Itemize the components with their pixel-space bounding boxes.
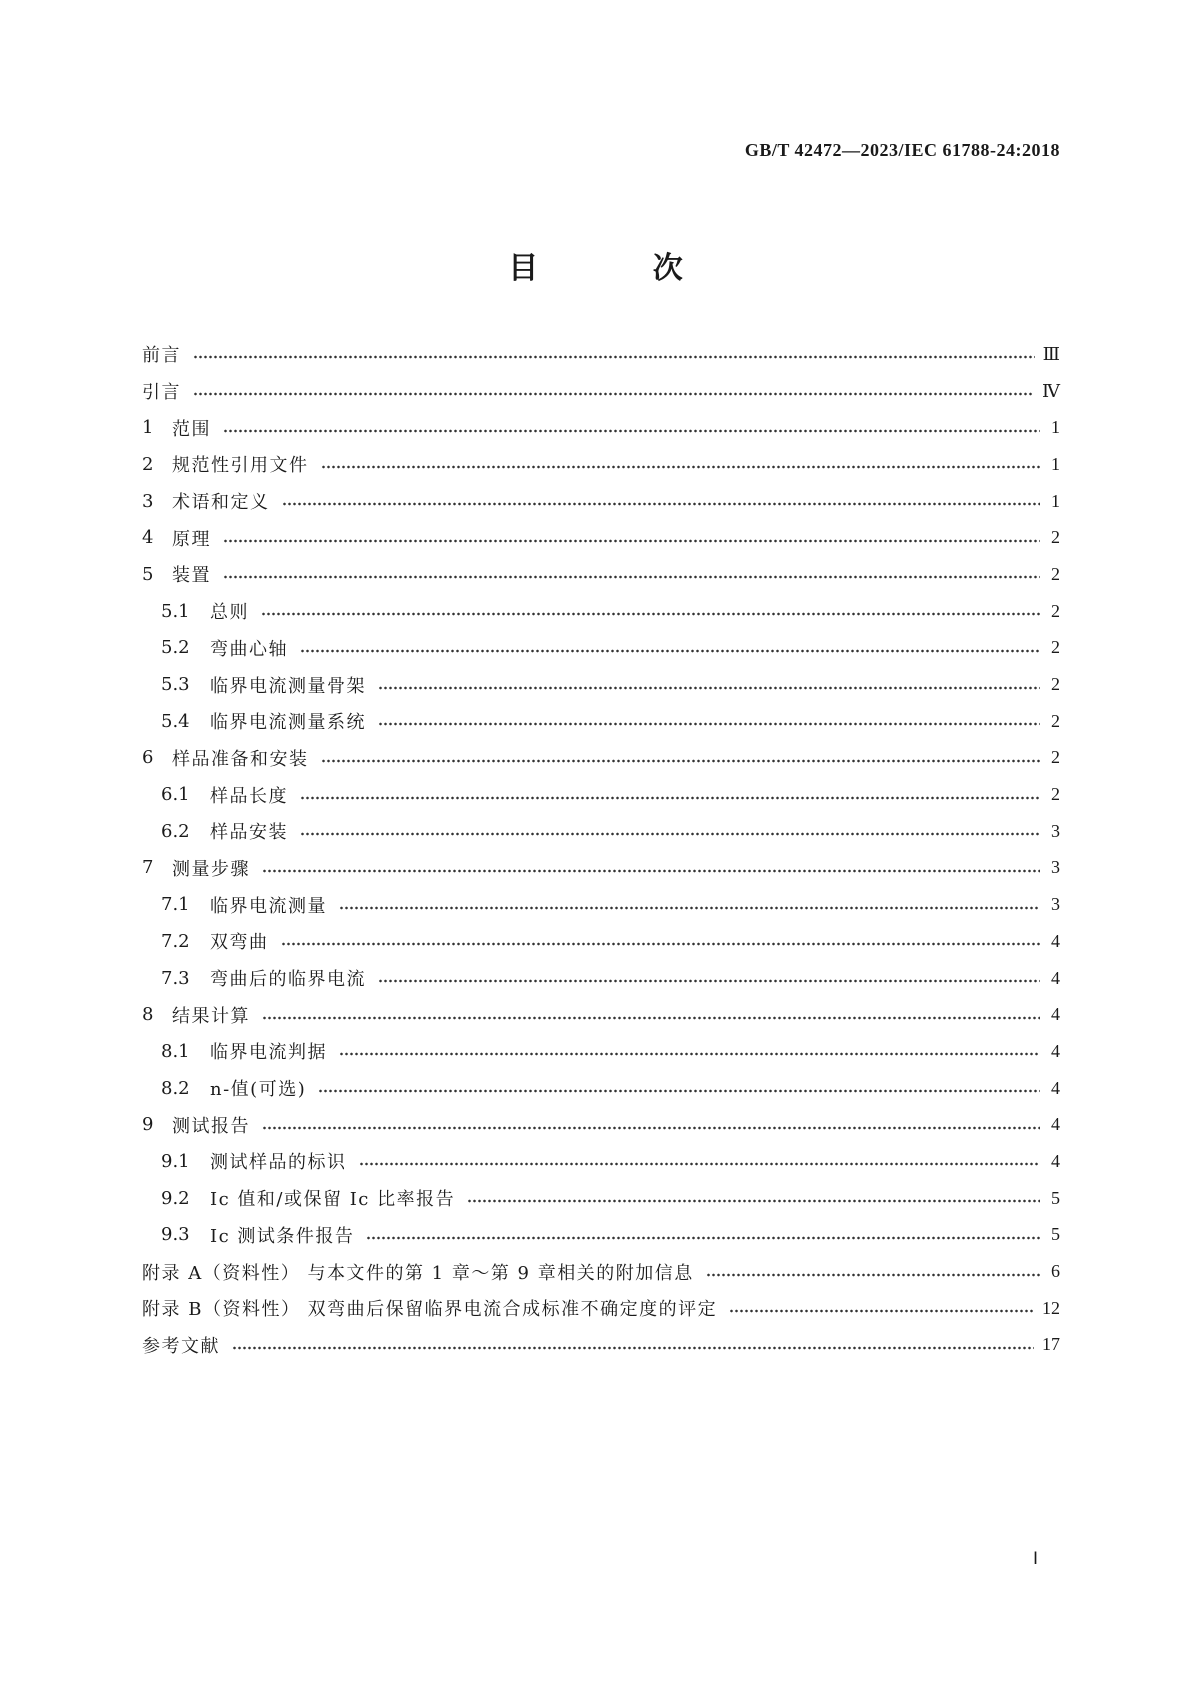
toc-entry-title: 总则 [210, 602, 249, 624]
toc-entry-page: 2 [1051, 637, 1060, 658]
page-number: Ⅰ [1032, 1549, 1038, 1568]
dot-leader [321, 759, 1041, 763]
toc-entry-number: 6.2 [161, 820, 190, 842]
toc-entry-title: 引言 [142, 382, 181, 404]
toc-entry-page: 4 [1051, 1114, 1060, 1135]
toc-entry[interactable] [142, 1327, 1060, 1364]
dot-leader [339, 906, 1040, 910]
toc-entry-title: 弯曲心轴 [210, 638, 288, 660]
toc-entry-number: 8.2 [161, 1077, 190, 1099]
toc-entry-title: Ic 值和/或保留 Ic 比率报告 [210, 1189, 456, 1211]
toc-entry[interactable] [142, 960, 1060, 997]
toc-entry[interactable] [142, 373, 1060, 410]
toc-entry[interactable] [142, 923, 1060, 960]
toc-entry-title: 规范性引用文件 [172, 455, 309, 477]
toc-entry-page: 4 [1051, 1004, 1060, 1025]
dot-leader [193, 392, 1034, 396]
toc-entry-page: 4 [1051, 930, 1060, 951]
toc-entry[interactable] [142, 556, 1060, 593]
toc-entry-page: 4 [1051, 967, 1060, 988]
page-title: 目 次 [508, 251, 735, 286]
toc-entry-title: 临界电流测量 [210, 895, 327, 917]
toc-entry-page: Ⅳ [1042, 380, 1060, 401]
dot-leader [281, 942, 1041, 946]
toc-entry-title: 前言 [142, 345, 181, 367]
dot-leader [223, 575, 1040, 579]
dot-leader [193, 355, 1035, 359]
toc-entry[interactable] [142, 850, 1060, 887]
toc-entry[interactable] [142, 593, 1060, 630]
toc-entry-page: 3 [1051, 894, 1060, 915]
toc-entry-page: 2 [1051, 747, 1060, 768]
dot-leader [366, 1236, 1040, 1240]
toc-entry-number: 1 [142, 417, 154, 439]
standard-code-header [745, 140, 1060, 161]
dot-leader [262, 1126, 1040, 1130]
toc-entry-page: 17 [1042, 1334, 1060, 1355]
toc-entry-number: 4 [142, 527, 154, 549]
toc-entry-page: 12 [1042, 1297, 1060, 1318]
toc-entry-number: 7.2 [161, 930, 190, 952]
toc-entry-number: 6.1 [161, 784, 190, 806]
dot-leader [706, 1273, 1040, 1277]
toc-entry[interactable] [142, 1290, 1060, 1327]
dot-leader [262, 1016, 1040, 1020]
dot-leader [321, 465, 1041, 469]
dot-leader [378, 979, 1040, 983]
toc-entry-page: 2 [1051, 600, 1060, 621]
dot-leader [300, 649, 1040, 653]
toc-entry-page: 1 [1051, 490, 1060, 511]
toc-entry[interactable] [142, 446, 1060, 483]
toc-entry-number: 5.4 [161, 710, 190, 732]
toc-entry-number: 8.1 [161, 1040, 190, 1062]
toc-entry-title: 测量步骤 [172, 858, 250, 880]
toc-entry-number: 5.2 [161, 637, 190, 659]
toc-entry[interactable] [142, 630, 1060, 667]
toc-entry[interactable] [142, 703, 1060, 740]
dot-leader [339, 1052, 1040, 1056]
toc-entry-title: 样品长度 [210, 785, 288, 807]
dot-leader [261, 612, 1040, 616]
toc-entry-title: 附录 A（资料性） 与本文件的第 1 章～第 9 章相关的附加信息 [142, 1262, 694, 1284]
toc-entry-title: 测试报告 [172, 1115, 250, 1137]
toc-entry-title: 术语和定义 [172, 492, 270, 514]
toc-entry[interactable] [142, 483, 1060, 520]
toc-entry-title: 样品准备和安装 [172, 748, 309, 770]
toc-entry-title: 参考文献 [142, 1335, 220, 1357]
toc-entry-page: 4 [1051, 1040, 1060, 1061]
dot-leader [467, 1199, 1040, 1203]
toc-entry-page: 2 [1051, 674, 1060, 695]
toc-entry-title: 结果计算 [172, 1005, 250, 1027]
toc-entry[interactable] [142, 409, 1060, 446]
dot-leader [378, 686, 1040, 690]
toc-entry-title: 测试样品的标识 [210, 1152, 347, 1174]
toc-entry[interactable] [142, 740, 1060, 777]
toc-entry-number: 6 [142, 747, 154, 769]
toc-entry-number: 9.2 [161, 1187, 190, 1209]
toc-entry-page: 4 [1051, 1150, 1060, 1171]
dot-leader [282, 502, 1041, 506]
toc-entry-title: 附录 B（资料性） 双弯曲后保留临界电流合成标准不确定度的评定 [142, 1299, 718, 1321]
toc-entry-page: 2 [1051, 784, 1060, 805]
dot-leader [223, 539, 1040, 543]
toc-entry[interactable] [142, 519, 1060, 556]
toc-entry-number: 3 [142, 490, 154, 512]
toc-entry-page: 1 [1051, 417, 1060, 438]
dot-leader [300, 796, 1040, 800]
toc-entry-page: 5 [1051, 1187, 1060, 1208]
dot-leader [378, 722, 1040, 726]
toc-entry[interactable] [142, 1217, 1060, 1254]
toc-entry[interactable] [142, 1106, 1060, 1143]
toc-entry-page: 2 [1051, 527, 1060, 548]
toc-entry-number: 2 [142, 453, 154, 475]
dot-leader [300, 832, 1040, 836]
toc-entry[interactable] [142, 886, 1060, 923]
dot-leader [729, 1309, 1034, 1313]
toc-entry-number: 5 [142, 563, 154, 585]
toc-entry-number: 5.1 [161, 600, 190, 622]
toc-entry[interactable] [142, 1180, 1060, 1217]
toc-entry-title: 临界电流判据 [210, 1042, 327, 1064]
toc-entry-page: 2 [1051, 563, 1060, 584]
toc-entry-title: 装置 [172, 565, 211, 587]
toc-entry[interactable] [142, 1070, 1060, 1107]
dot-leader [223, 429, 1040, 433]
toc-entry[interactable] [142, 666, 1060, 703]
toc-entry-number: 9 [142, 1114, 154, 1136]
toc-entry[interactable] [142, 1253, 1060, 1290]
toc-entry-title: 原理 [172, 528, 211, 550]
toc-entry[interactable] [142, 1143, 1060, 1180]
toc-entry-number: 5.3 [161, 674, 190, 696]
toc-entry-number: 7.3 [161, 967, 190, 989]
toc-entry-page: 3 [1051, 820, 1060, 841]
table-of-contents [142, 336, 1060, 1363]
toc-entry-title: n-值(可选) [210, 1079, 307, 1101]
toc-entry-page: 6 [1051, 1261, 1060, 1282]
toc-entry-title: 样品安装 [210, 822, 288, 844]
toc-entry-page: 5 [1051, 1224, 1060, 1245]
dot-leader [262, 869, 1040, 873]
toc-entry-title: 临界电流测量骨架 [210, 675, 366, 697]
toc-entry[interactable] [142, 996, 1060, 1033]
standard-code: GB/T 42472—2023/IEC 61788-24:2018 [744, 140, 1060, 160]
dot-leader [359, 1162, 1041, 1166]
toc-entry-title: 弯曲后的临界电流 [210, 969, 366, 991]
toc-entry[interactable] [142, 336, 1060, 373]
toc-entry-page: 1 [1051, 453, 1060, 474]
toc-entry[interactable] [142, 813, 1060, 850]
toc-entry-page: 3 [1051, 857, 1060, 878]
toc-entry-number: 8 [142, 1004, 154, 1026]
dot-leader [232, 1346, 1034, 1350]
dot-leader [318, 1089, 1040, 1093]
toc-entry-number: 7 [142, 857, 154, 879]
toc-entry-title: Ic 测试条件报告 [210, 1225, 355, 1247]
toc-entry-title: 双弯曲 [210, 932, 269, 954]
toc-entry-number: 9.3 [161, 1224, 190, 1246]
toc-entry-title: 临界电流测量系统 [210, 712, 366, 734]
toc-entry-page: Ⅲ [1042, 343, 1060, 364]
toc-entry[interactable] [142, 776, 1060, 813]
toc-entry[interactable] [142, 1033, 1060, 1070]
toc-entry-page: 4 [1051, 1077, 1060, 1098]
toc-entry-number: 9.1 [161, 1150, 190, 1172]
toc-entry-page: 2 [1051, 710, 1060, 731]
toc-entry-number: 7.1 [161, 894, 190, 916]
toc-entry-title: 范围 [172, 418, 211, 440]
